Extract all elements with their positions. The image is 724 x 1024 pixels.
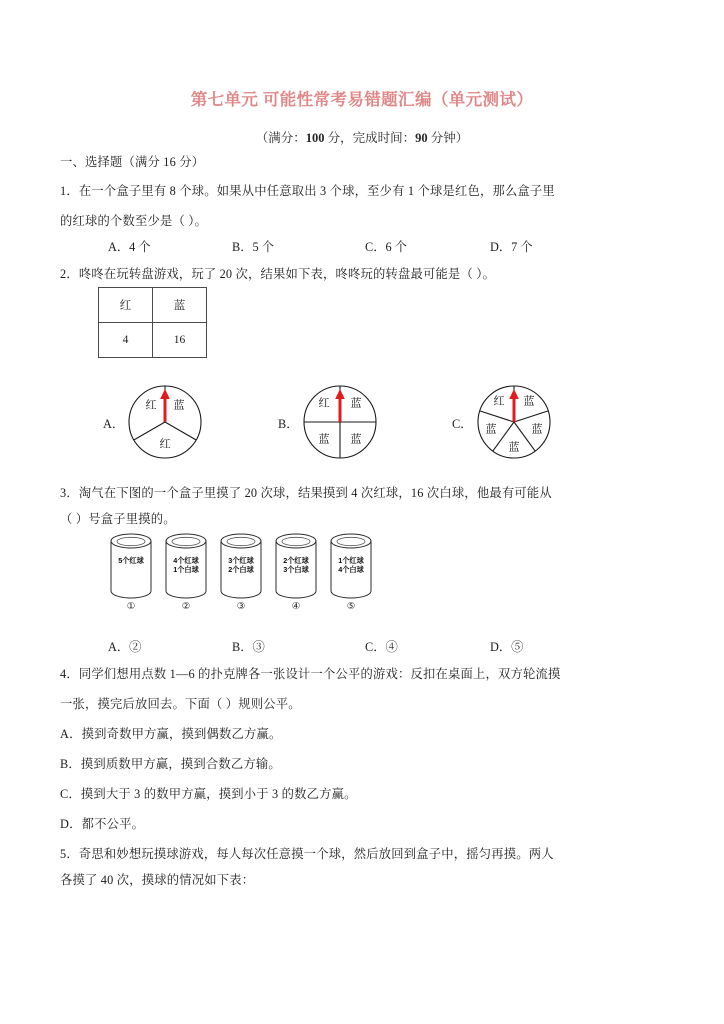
spinner-b-text-1: 蓝: [350, 397, 362, 410]
spinner-c-text-0: 红: [493, 395, 505, 408]
q3-box-3-number: ③: [236, 602, 246, 612]
q3-box-4-line-0: 2个红球: [283, 556, 309, 565]
q3-box-4-text: [273, 557, 319, 574]
table-header-red: 红: [99, 288, 153, 323]
page-title: 第七单元 可能性常考易错题汇编（单元测试）: [190, 90, 534, 109]
q2-result-table: [98, 287, 207, 358]
q3-box-2-line-1: 1个白球: [173, 564, 199, 574]
subtitle-suffix: 分钟）: [427, 131, 469, 145]
q2-spinner-c[interactable]: [452, 378, 552, 470]
q3-box-5[interactable]: [328, 531, 374, 612]
spinner-c-text-3: 蓝: [508, 441, 520, 454]
q3-box-1-text: [108, 557, 154, 566]
cylinder-1-graphic: [108, 531, 154, 601]
q1-option-d[interactable]: D．7 个: [490, 240, 533, 254]
q3-box-1-line-0: 5个红球: [118, 556, 144, 565]
q1-option-b[interactable]: B．5 个: [232, 240, 275, 254]
q3-box-1-number: ①: [126, 602, 136, 612]
table-row-header: [99, 288, 207, 323]
q3-box-5-line-1: 4个白球: [338, 564, 364, 574]
q3-box-5-line-0: 1个红球: [338, 556, 364, 565]
q3-box-4-number: ④: [291, 602, 301, 612]
q4-line1: 4．同学们想用点数 1—6 的扑克牌各一张设计一个公平的游戏：反扣在桌面上，双方轮流摸: [60, 667, 561, 681]
q3-box-group: [108, 531, 368, 619]
q1-option-c[interactable]: C．6 个: [365, 240, 408, 254]
q2-line1: 2．咚咚在玩转盘游戏，玩了 20 次，结果如下表，咚咚玩的转盘最可能是（ ）。: [60, 267, 496, 281]
q3-box-2[interactable]: [163, 531, 209, 612]
q3-line1: 3．淘气在下图的一个盒子里摸了 20 次球，结果摸到 4 次红球，16 次白球，他最有可能从: [60, 486, 552, 500]
q1-line1: 1．在一个盒子里有 8 个球。如果从中任意取出 3 个球，至少有 1 个球是红色，那么盒子里: [60, 184, 555, 198]
q4-option-c[interactable]: C．摸到大于 3 的数甲方赢，摸到小于 3 的数乙方赢。: [60, 787, 357, 801]
section-heading-choice: 一、选择题（满分 16 分）: [60, 155, 205, 169]
q3-box-5-number: ⑤: [346, 602, 356, 612]
table-row-values: [99, 323, 207, 358]
table-value-red: 4: [99, 323, 153, 358]
q3-option-c[interactable]: C．④: [365, 640, 398, 654]
spinner-b-text-0: 红: [318, 397, 330, 410]
q5-line1: 5．奇思和妙想玩摸球游戏，每人每次任意摸一个球，然后放回到盒子中，摇匀再摸。两人: [60, 847, 554, 861]
table-header-blue: 蓝: [153, 288, 207, 323]
q3-option-a[interactable]: A．②: [108, 640, 142, 654]
spinner-a-graphic: [127, 378, 203, 466]
q3-box-4[interactable]: [273, 531, 319, 612]
q2-spinner-a-label: A．: [103, 417, 125, 431]
q2-spinner-b[interactable]: [278, 378, 378, 470]
q3-box-2-number: ②: [181, 602, 191, 612]
page-subtitle: [0, 128, 724, 146]
q5-line2: 各摸了 40 次，摸球的情况如下表：: [60, 873, 255, 887]
q3-box-4-line-1: 3个白球: [283, 564, 309, 574]
q3-options: [0, 637, 724, 654]
q2-spinner-a[interactable]: [103, 378, 203, 470]
spinner-c-text-4: 蓝: [485, 423, 497, 436]
spinner-a-text-0: 红: [145, 399, 157, 412]
q3-box-3-line-1: 2个白球: [228, 564, 254, 574]
q2-spinner-c-label: C．: [452, 417, 473, 431]
q4-option-d[interactable]: D．都不公平。: [60, 817, 145, 831]
subtitle-prefix: （满分：: [255, 131, 306, 145]
q4-line2: 一张，摸完后放回去。下面（ ）规则公平。: [60, 697, 301, 711]
spinner-b-graphic: [302, 378, 378, 466]
spinner-a-text-1: 蓝: [173, 399, 185, 412]
total-score: 100: [305, 131, 325, 145]
q2-spinner-b-label: B．: [278, 417, 299, 431]
q3-box-3-line-0: 3个红球: [228, 556, 254, 565]
spinner-c-graphic: [476, 378, 552, 466]
q1-options: [0, 237, 724, 254]
subtitle-middle: 分，完成时间：: [324, 131, 416, 145]
q3-box-3[interactable]: [218, 531, 264, 612]
q1-line2: 的红球的个数至少是（ ）。: [60, 214, 208, 228]
spinner-b-text-3: 蓝: [350, 433, 362, 446]
spinner-c-text-2: 蓝: [531, 423, 543, 436]
q3-option-b[interactable]: B．③: [232, 640, 265, 654]
q3-box-5-text: [328, 557, 374, 574]
q3-box-3-text: [218, 557, 264, 574]
q3-box-2-line-0: 4个红球: [173, 556, 199, 565]
spinner-a-text-2: 红: [159, 438, 171, 451]
q4-option-a[interactable]: A．摸到奇数甲方赢，摸到偶数乙方赢。: [60, 727, 282, 741]
q3-line2: （ ）号盒子里摸的。: [60, 512, 176, 526]
table-value-blue: 16: [153, 323, 207, 358]
spinner-b-text-2: 蓝: [318, 433, 330, 446]
q4-option-b[interactable]: B．摸到质数甲方赢，摸到合数乙方输。: [60, 757, 281, 771]
q1-option-a[interactable]: A．4 个: [108, 240, 151, 254]
q3-box-1[interactable]: [108, 531, 154, 612]
q3-option-d[interactable]: D．⑤: [490, 640, 524, 654]
q3-box-2-text: [163, 557, 209, 574]
time-limit: 90: [415, 131, 428, 145]
spinner-c-text-1: 蓝: [523, 395, 535, 408]
